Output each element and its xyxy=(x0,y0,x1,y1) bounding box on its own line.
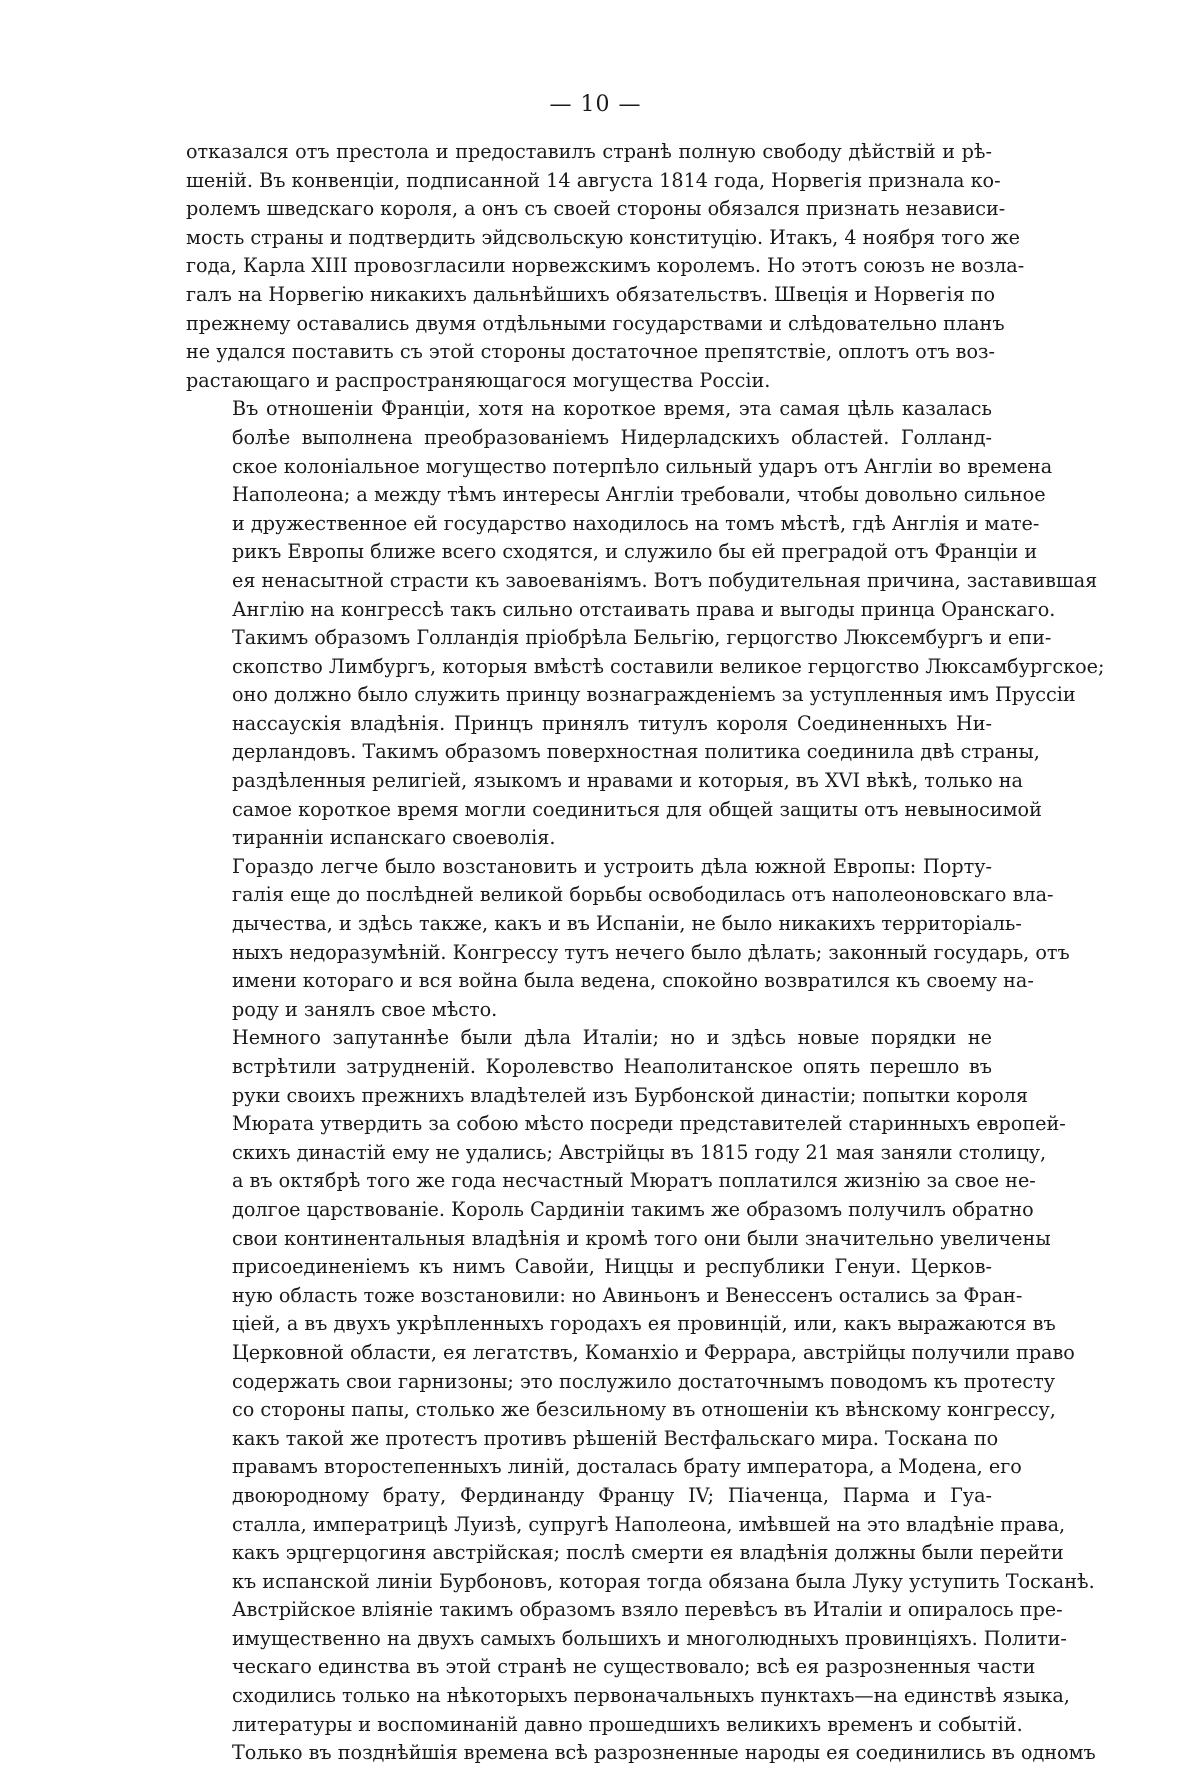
text-line: и дружественное ей государство находилось на томъ мѣстѣ, гдѣ Англія и мате- xyxy=(232,511,1040,535)
paragraph xyxy=(186,1024,1096,1767)
body-text xyxy=(186,138,1105,1768)
text-line: шеній. Въ конвенціи, подписанной 14 августа 1814 года, Норвегія признала ко- xyxy=(186,168,1001,192)
text-line: ческаго единства въ этой странѣ не существовало; всѣ ея разрозненныя части xyxy=(232,1655,1036,1679)
text-line: литературы и воспоминаній давно прошедшихъ великихъ временъ и событій. xyxy=(232,1712,1023,1736)
text-line: Только въ позднѣйшія времена всѣ разрозненные народы ея соединились въ одномъ xyxy=(232,1741,1096,1765)
text-line: имущественно на двухъ самыхъ большихъ и многолюдныхъ провинціяхъ. Полити- xyxy=(232,1626,1067,1650)
text-line: болѣе выполнена преобразованіемъ Нидерладскихъ областей. Голланд- xyxy=(232,425,992,449)
text-line: какъ эрцгерцогиня австрійская; послѣ смерти ея владѣнія должны были перейти xyxy=(232,1541,1064,1565)
text-line: Церковной области, ея легатствъ, Команхіо и Феррара, австрійцы получили право xyxy=(232,1340,1075,1364)
text-line: какъ такой же протестъ противъ рѣшеній Вестфальскаго мира. Тоскана по xyxy=(232,1426,999,1450)
text-line: содержать свои гарнизоны; это послужило достаточнымъ поводомъ къ протесту xyxy=(232,1369,1055,1393)
text-line: прежнему оставались двумя отдѣльными государствами и слѣдовательно планъ xyxy=(186,311,1005,335)
text-line: Немного запутаннѣе были дѣла Италіи; но и здѣсь новые порядки не xyxy=(232,1026,992,1050)
text-line: дычества, и здѣсь также, какъ и въ Испаніи, не было никакихъ территоріаль- xyxy=(232,912,1022,936)
text-line: а въ октябрѣ того же года несчастный Мюратъ поплатился жизнію за свое не- xyxy=(232,1169,1036,1193)
paragraph xyxy=(186,138,1025,395)
text-line: долгое царствованіе. Король Сардиніи такимъ же образомъ получилъ обратно xyxy=(232,1197,1034,1221)
text-line: галъ на Норвегію никакихъ дальнѣйшихъ обязательствъ. Швеція и Норвегія по xyxy=(186,282,996,306)
text-line: Гораздо легче было возстановить и устроить дѣла южной Европы: Порту- xyxy=(232,854,992,878)
text-line: имени котораго и вся война была ведена, спокойно возвратился къ своему на- xyxy=(232,969,1034,993)
text-line: растающаго и распространяющагося могущества Россіи. xyxy=(186,368,771,392)
text-line: тиранніи испанскаго своеволія. xyxy=(232,826,556,850)
text-line: скопство Лимбургъ, которыя вмѣстѣ составили великое герцогство Люксамбургское; xyxy=(232,654,1105,678)
paragraph xyxy=(186,395,1105,853)
text-line: не удался поставить съ этой стороны достаточное препятствіе, оплотъ отъ воз- xyxy=(186,340,995,364)
text-line: встрѣтили затрудненій. Королевство Неаполитанское опять перешло въ xyxy=(232,1055,992,1078)
text-line: ское колоніальное могущество потерпѣло сильный ударъ отъ Англіи во времена xyxy=(232,454,1053,478)
text-line: сталла, императрицѣ Луизѣ, супругѣ Наполеона, имѣвшей на это владѣніе права, xyxy=(232,1512,1066,1536)
text-line: ныхъ недоразумѣній. Конгрессу тутъ нечего было дѣлать; законный государь, отъ xyxy=(232,940,1070,964)
text-line: Мюрата утвердить за собою мѣсто посреди представителей старинныхъ европей- xyxy=(232,1112,1066,1136)
text-line: отказался отъ престола и предоставилъ странѣ полную свободу дѣйствій и рѣ- xyxy=(186,140,992,163)
paragraph xyxy=(186,853,1070,1025)
text-line: ея ненасытной страсти къ завоеваніямъ. Вотъ побудительная причина, заставившая xyxy=(232,568,1098,592)
text-line: нассаускія владѣнія. Принцъ принялъ титулъ короля Соединенныхъ Ни- xyxy=(232,711,992,735)
text-line: самое короткое время могли соединиться для общей защиты отъ невыносимой xyxy=(232,797,1042,821)
text-line: руки своихъ прежнихъ владѣтелей изъ Бурбонской династіи; попытки короля xyxy=(232,1083,1029,1107)
text-line: Наполеона; а между тѣмъ интересы Англіи требовали, чтобы довольно сильное xyxy=(232,483,1046,507)
text-line: Англію на конгрессѣ такъ сильно отстаивать права и выгоды принца Оранскаго. xyxy=(232,597,1056,621)
text-line: дерландовъ. Такимъ образомъ поверхностная политика соединила двѣ страны, xyxy=(232,740,1040,764)
text-line: Такимъ образомъ Голландія пріобрѣла Бельгію, герцогство Люксембургъ и епи- xyxy=(232,626,1052,650)
text-line: присоединеніемъ къ нимъ Савойи, Ниццы и республики Генуи. Церков- xyxy=(232,1255,992,1279)
text-line: со стороны папы, столько же безсильному въ отношеніи къ вѣнскому конгрессу, xyxy=(232,1398,1056,1422)
text-line: роду и занялъ свое мѣсто. xyxy=(232,997,498,1021)
text-line: ролемъ шведскаго короля, а онъ съ своей стороны обязался признать независи- xyxy=(186,197,1006,221)
page-number: — 10 — xyxy=(549,92,642,117)
text-line: ную область тоже возстановили: но Авиньонъ и Венессенъ остались за Фран- xyxy=(232,1283,1023,1307)
text-line: скихъ династій ему не удались; Австрійцы въ 1815 году 21 мая заняли столицу, xyxy=(232,1140,1047,1164)
text-line: рикъ Европы ближе всего сходятся, и служило бы ей преградой отъ Франціи и xyxy=(232,540,1038,564)
text-line: къ испанской линіи Бурбоновъ, которая тогда обязана была Луку уступить Тосканѣ. xyxy=(232,1569,1095,1593)
text-line: правамъ второстепенныхъ линій, досталась брату императора, а Модена, его xyxy=(232,1455,1022,1479)
text-line: оно должно было служить принцу вознагражденіемъ за уступленныя имъ Пруссіи xyxy=(232,683,1076,707)
text-line: мость страны и подтвердить эйдсвольскую конституцію. Итакъ, 4 ноября того же xyxy=(186,225,1021,249)
text-line: галія еще до послѣдней великой борьбы освободилась отъ наполеоновскаго вла- xyxy=(232,883,1054,907)
text-line: двоюродному брату, Фердинанду Францу IV; Піаченца, Парма и Гуа- xyxy=(232,1483,992,1507)
text-line: сходились только на нѣкоторыхъ первоначальныхъ пунктахъ—на единствѣ языка, xyxy=(232,1684,1070,1708)
text-line: года, Карла XIII провозгласили норвежскимъ королемъ. Но этотъ союзъ не возла- xyxy=(186,254,1025,278)
text-line: Австрійское вліяніе такимъ образомъ взяло перевѣсъ въ Италіи и опиралось пре- xyxy=(232,1598,1063,1622)
text-line: раздѣленныя религіей, языкомъ и нравами и которыя, въ XVI вѣкѣ, только на xyxy=(232,769,1023,793)
text-line: Въ отношеніи Франціи, хотя на короткое время, эта самая цѣль казалась xyxy=(232,397,992,421)
text-line: ціей, а въ двухъ укрѣпленныхъ городахъ ея провинцій, или, какъ выражаются въ xyxy=(232,1312,1056,1336)
text-line: свои континентальныя владѣнія и кромѣ того они были значительно увеличены xyxy=(232,1226,1051,1250)
